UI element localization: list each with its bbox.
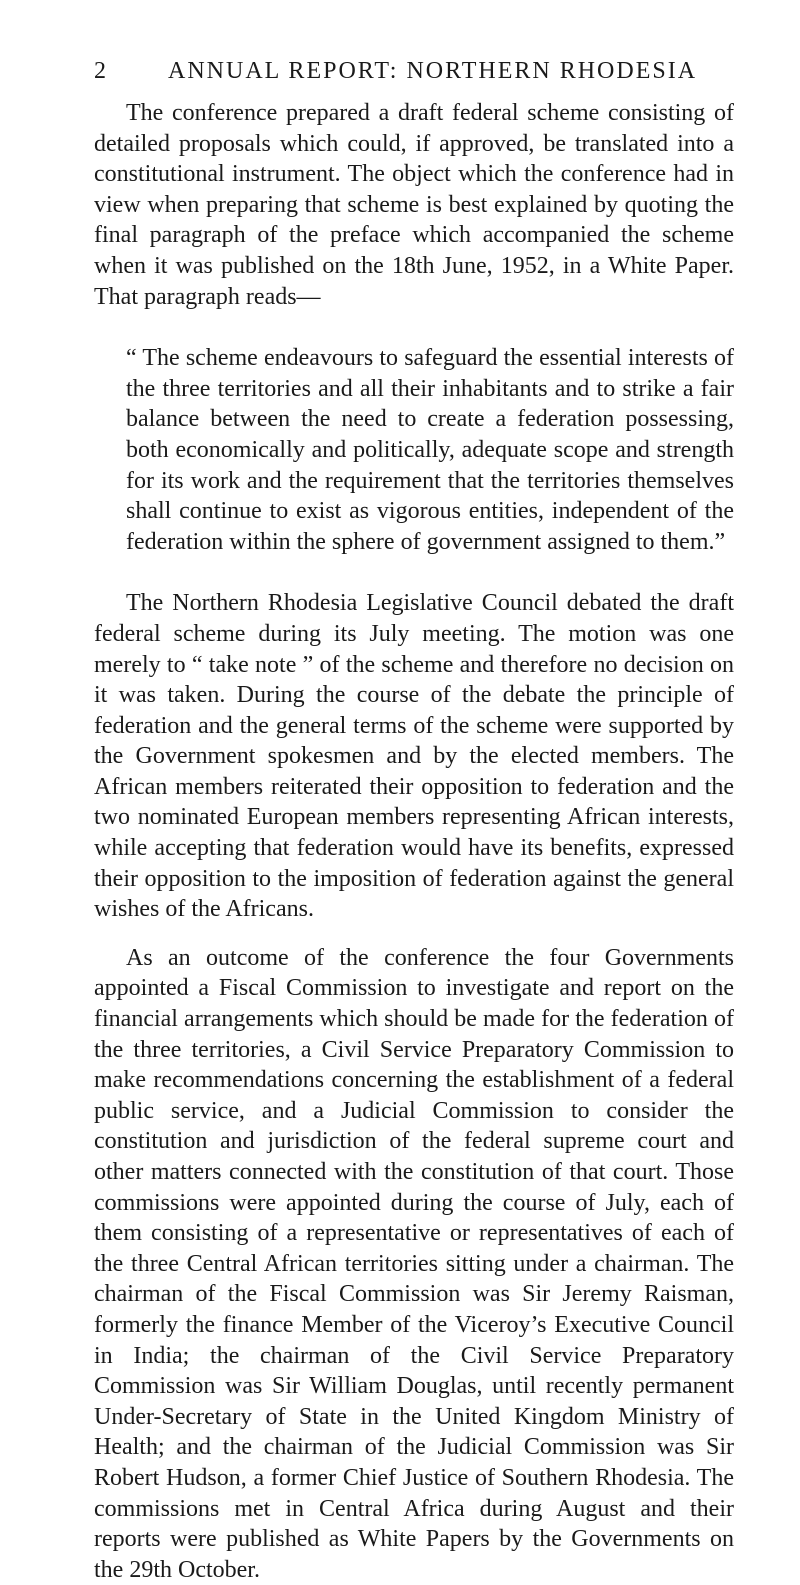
running-head (94, 56, 734, 86)
body-text (94, 98, 734, 1585)
running-title: ANNUAL REPORT: NORTHERN RHODESIA (168, 58, 698, 84)
paragraph-draft-scheme: The conference prepared a draft federal scheme consisting of detailed proposals which could, if approved, be translated into a constitutional instrument. The object which the conference had in view when preparing that scheme is best explained by quoting the final paragraph of the preface which accompanied the scheme when it was published on the 18th June, 1952, in a White Paper. That paragraph reads— (94, 100, 734, 310)
quotation-block: “ The scheme endeavours to safeguard the essential interests of the three territories and all their inhabitants and to strike a fair balance between the need to create a federation possessing, both economically and politically, adequate scope and strength for its work and the requirement that the territories themselves shall continue to exist as vigorous entities, independent of the federation within the sphere of government assigned to them.” (126, 345, 734, 555)
paragraph-legislative-debate: The Northern Rhodesia Legislative Council debated the draft federal scheme during its July meeting. The motion was one merely to “ take note ” of the scheme and therefore no decision on it was taken. During the course of the debate the principle of federation and the general terms of the scheme were supported by the Government spokesmen and by the elected members. The African members reiterated their opposition to federation and the two nominated European members representing African interests, while accepting that federation would have its benefits, expressed their opposition to the imposition of federation against the general wishes of the Africans. (94, 590, 734, 923)
page-number: 2 (94, 58, 108, 84)
paragraph-commissions: As an outcome of the conference the four Governments appointed a Fiscal Commission to investigate and report on the financial arrangements which should be made for the federation of the three territories, a Civil Service Preparatory Commission to make recommendations concerning the establishment of a federal public service, and a Judicial Commission to consider the constitution and jurisdiction of the federal supreme court and other matters connected with the constitution of that court. Those commissions were appointed during the course of July, each of them consisting of a representative or representatives of each of the three Central African territories sitting under a chairman. The chairman of the Fiscal Commission was Sir Jeremy Raisman, formerly the finance Member of the Viceroy’s Executive Council in India; the chairman of the Civil Service Preparatory Commission was Sir William Douglas, until recently permanent Under-Secretary of State in the United Kingdom Ministry of Health; and the chairman of the Judicial Commission was Sir Robert Hudson, a former Chief Justice of Southern Rhodesia. The commissions met in Central Africa during August and their reports were published as White Papers by the Governments on the 29th October. (94, 944, 734, 1583)
